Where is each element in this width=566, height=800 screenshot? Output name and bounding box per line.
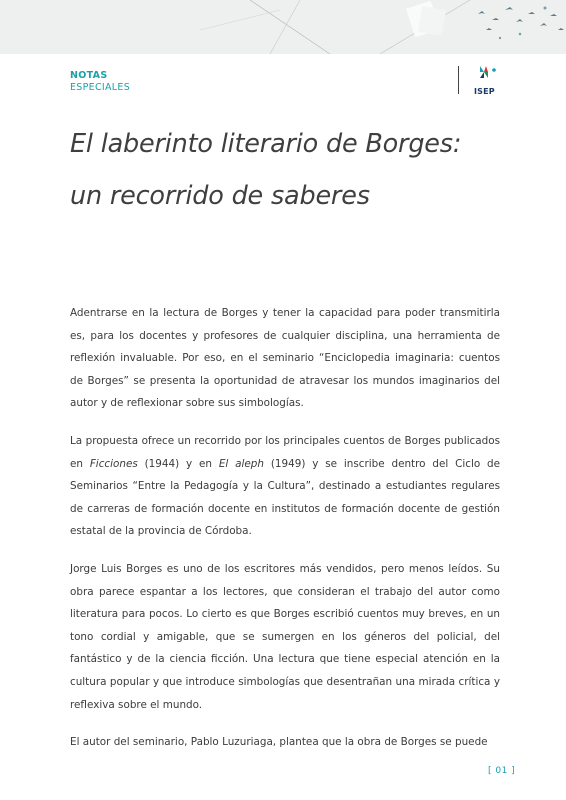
body-paragraph	[70, 430, 500, 543]
section-label-secondary: ESPECIALES	[70, 82, 131, 93]
banner-decoration	[0, 0, 566, 54]
article-body	[70, 302, 500, 769]
paragraph-text: La propuesta ofrece un recorrido por los principales cuentos de Borges publicados en	[70, 434, 500, 470]
body-paragraph	[70, 302, 500, 415]
body-paragraph	[70, 558, 500, 716]
article-title: El laberinto literario de Borges: un recorrido de saberes	[70, 129, 462, 211]
paragraph-text: El autor del seminario, Pablo Luzuriaga, plantea que la obra de Borges se puede	[70, 736, 488, 749]
bird-silhouettes-icon	[499, 7, 547, 40]
header-divider	[458, 66, 459, 94]
section-label	[70, 70, 130, 94]
book-title: Ficciones	[89, 457, 138, 470]
paragraph-text: Jorge Luis Borges es uno de los escritores más vendidos, pero menos leídos. Su obra parece espantar a los lectores, que consideran el trabajo del autor como literatura para pocos. Lo cierto es que Borges escribió cuentos muy breves, en un tono cordial y amigable, que se sumergen en los géneros del policial, del fantástico y de la ciencia ficción. Una lectura que tiene especial atención en la cultura popular y que introduce simbologías que desentrañan una mirada crítica y reflexiva sobre el mundo.	[70, 562, 500, 711]
birds-icon	[478, 7, 564, 30]
body-paragraph	[70, 731, 500, 754]
paragraph-text: Adentrarse en la lectura de Borges y tener la capacidad para poder transmitirla es, para los docentes y profesores de cualquier disciplina, una herramienta de reflexión invaluable. Por eso, en el seminario “Enciclopedia imaginaria: cuentos de Borges” se presenta la oportunidad de atravesar los mundos imaginarios del autor y de reflexionar sobre sus simbologías.	[70, 307, 500, 410]
book-title: El aleph	[218, 457, 264, 470]
paragraph-text: (1944) y en	[137, 457, 219, 470]
header-banner	[0, 0, 566, 54]
isep-logo-text: ISEP	[474, 87, 495, 96]
page-number: [ 01 ]	[488, 766, 516, 776]
paragraph-text: (1949) y se inscribe dentro del Ciclo de Seminarios “Entre la Pedagogía y la Cultura”, destinado a estudiantes regulares de carreras de formación docente en institutos de formación docente de gestión estatal de la provincia de Córdoba.	[70, 457, 501, 538]
section-label-primary: NOTAS	[70, 70, 108, 81]
isep-logo-icon	[472, 64, 512, 88]
